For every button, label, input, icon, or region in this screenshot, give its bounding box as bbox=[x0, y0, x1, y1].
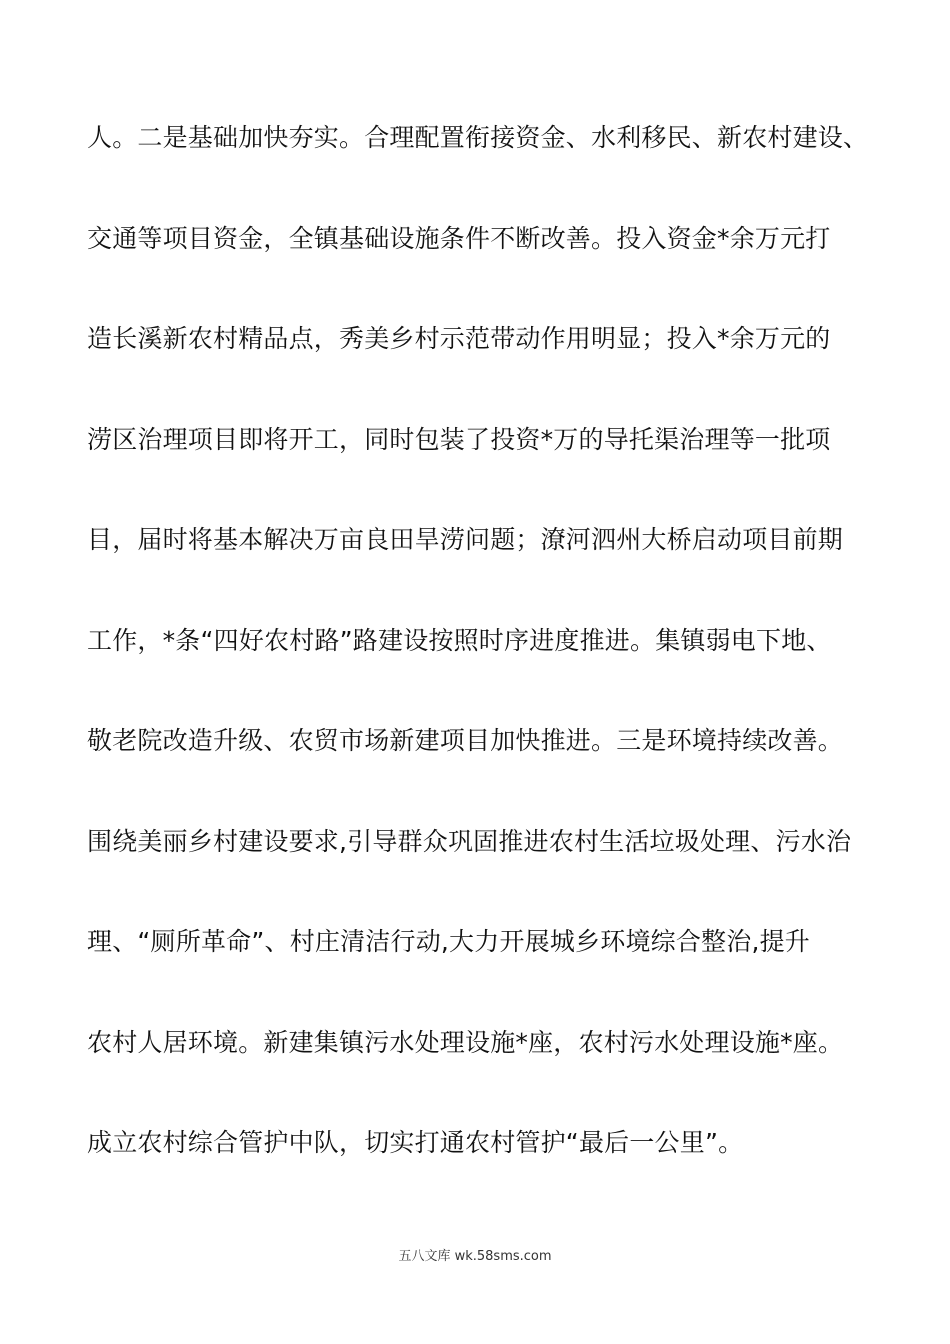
text-line-1: 人。二是基础加快夯实。合理配置衔接资金、水利移民、新农村建设、 bbox=[87, 123, 869, 152]
text-line-8: 围绕美丽乡村建设要求,引导群众巩固推进农村生活垃圾处理、污水治 bbox=[87, 826, 852, 856]
text-line-10: 农村人居环境。新建集镇污水处理设施*座，农村污水处理设施*座。 bbox=[87, 1027, 844, 1057]
page-footer: 五八文库 wk.58sms.com bbox=[398, 1249, 552, 1264]
text-line-2: 交通等项目资金，全镇基础设施条件不断改善。投入资金*余万元打 bbox=[87, 223, 831, 253]
text-line-9: 理、“厕所革命”、村庄清洁行动,大力开展城乡环境综合整治,提升 bbox=[87, 927, 810, 956]
body-text bbox=[87, 108, 887, 1214]
text-line-6: 工作，*条“四好农村路”路建设按照时序进度推进。集镇弱电下地、 bbox=[87, 625, 832, 655]
text-line-7: 敬老院改造升级、农贸市场新建项目加快推进。三是环境持续改善。 bbox=[87, 726, 844, 755]
text-line-3: 造长溪新农村精品点，秀美乡村示范带动作用明显；投入*余万元的 bbox=[87, 324, 831, 353]
text-line-11: 成立农村综合管护中队，切实打通农村管护“最后一公里”。 bbox=[87, 1128, 744, 1157]
text-line-5: 目，届时将基本解决万亩良田旱涝问题；潦河泗州大桥启动项目前期 bbox=[87, 525, 844, 554]
text-line-4: 涝区治理项目即将开工，同时包装了投资*万的导托渠治理等一批项 bbox=[87, 424, 831, 454]
